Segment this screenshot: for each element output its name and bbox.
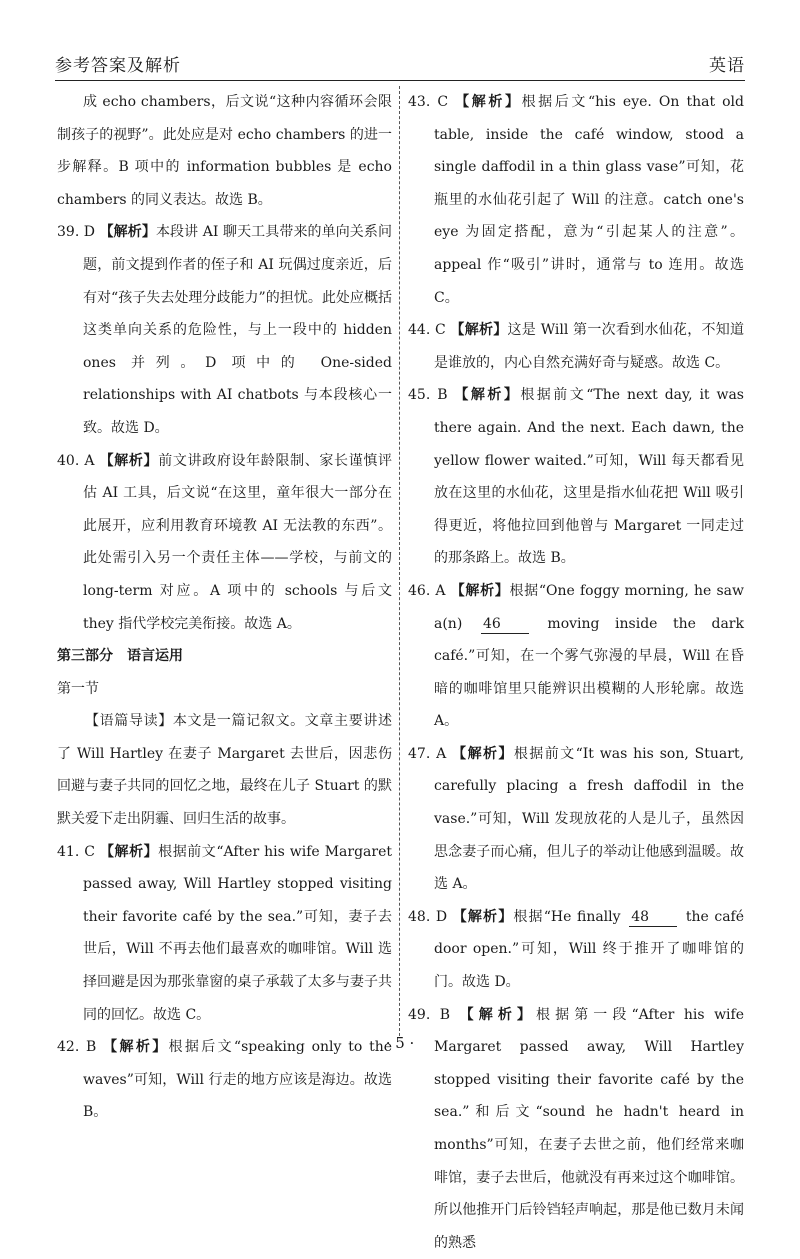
- answer-44: [408, 314, 744, 379]
- answer-48: [408, 901, 744, 999]
- answer-number: 44. C: [408, 322, 446, 339]
- answer-number: 46. A: [408, 582, 446, 599]
- answer-number: 42. B: [57, 1039, 97, 1056]
- answer-text: 根据第一段“After his wife Margaret passed away, Will Hartley stopped visiting their favorite café by the sea.”和后文“sound he hadn't heard in months”可知，在妻子去世之前，他们经常来咖啡馆，妻子去世后，他就没有再来过这个咖啡馆。所以他推开门后铃铛轻声响起，那是他已数月未闻的熟悉: [434, 1006, 744, 1251]
- analysis-tag: 【解析】: [99, 843, 159, 860]
- answer-number: 41. C: [57, 843, 95, 860]
- right-column: [408, 86, 744, 1259]
- analysis-tag: 【解析】: [459, 1006, 537, 1023]
- analysis-tag: 【解析】: [454, 387, 521, 404]
- analysis-tag: 【解析】: [450, 582, 510, 599]
- analysis-tag: 【解析】: [455, 94, 522, 110]
- answer-41: [57, 836, 392, 1032]
- answer-number: 40. A: [57, 452, 95, 469]
- answer-text: 本段讲 AI 聊天工具带来的单向关系问题，前文提到作者的侄子和 AI 玩偶过度亲近，后有对“孩子失去处理分歧能力”的担忧。此处应概括这类单向关系的危险性，与上一段中的 hidden ones 并列。D 项中的 One-sided relationships with AI chatbots 与本段核心一致。故选 D。: [83, 224, 392, 436]
- header-rule: [55, 80, 745, 81]
- page-header: [55, 48, 745, 76]
- passage-intro: 【语篇导读】本文是一篇记叙文。文章主要讲述了 Will Hartley 在妻子 Margaret 去世后，因悲伤回避与妻子共同的回忆之地，最终在儿子 Stuart 的默默关爱下走出阴霾、回归生活的故事。: [57, 713, 392, 828]
- answer-39: [57, 216, 392, 444]
- answer-45: [408, 379, 744, 575]
- left-column: [57, 86, 392, 1129]
- answer-number: 43. C: [408, 94, 449, 110]
- answer-text: 根据后文“his eye. On that old table, inside the café window, stood a single daffodil in a thin glass vase”可知，花瓶里的水仙花引起了 Will 的注意。catch one's eye 为固定搭配，意为“引起某人的注意”。appeal 作“吸引”讲时，通常与 to 连用。故选 C。: [434, 94, 744, 306]
- answer-number: 47. A: [408, 745, 447, 762]
- answer-text: 这是 Will 第一次看到水仙花，不知道是谁放的，内心自然充满好奇与疑惑。故选 C。: [434, 322, 744, 371]
- answer-text: 根据前文“It was his son, Stuart, carefully placing a fresh daffodil in the vase.”可知，Will 发现放花的人是儿子，虽然因思念妻子而心痛，但儿子的举动让他感到温暖。故选 A。: [434, 745, 745, 893]
- answer-text-post: moving inside the dark café.”可知，在一个雾气弥漫的早晨，Will 在昏暗的咖啡馆里只能辨识出模糊的人形轮廓。故选 A。: [434, 615, 744, 730]
- answer-47: [408, 738, 744, 901]
- analysis-tag: 【解析】: [450, 322, 508, 339]
- analysis-tag: 【解析】: [99, 224, 156, 241]
- answer-number: 39. D: [57, 224, 96, 241]
- blank-46: 46: [481, 615, 529, 634]
- answer-text-pre: 根据“He finally: [513, 908, 621, 925]
- answer-40: [57, 445, 392, 641]
- subsection-title: 第一节: [57, 680, 99, 697]
- answer-text: 根据前文“The next day, it was there again. And the next. Each dawn, the yellow flower waited.”可知，Will 每天都看见放在这里的水仙花，这里是指水仙花把 Will 吸引得更近，将他拉回到他曾与 Margaret 一同走过的那条路上。故选 B。: [434, 387, 744, 567]
- answer-38-continuation: 成 echo chambers，后文说“这种内容循环会限制孩子的视野”。此处应是对 echo chambers 的进一步解释。B 项中的 information bubbles 是 echo chambers 的同义表达。故选 B。: [57, 94, 392, 208]
- page-number: · 5 ·: [385, 1034, 415, 1052]
- answer-43: [408, 86, 744, 314]
- header-left-title: 参考答案及解析: [55, 56, 181, 76]
- blank-48: 48: [629, 908, 677, 927]
- analysis-tag: 【解析】: [103, 1039, 169, 1056]
- answer-text: 前文讲政府设年龄限制、家长谨慎评估 AI 工具，后文说“在这里，童年很大一部分在此展开，应利用教育环境教 AI 无法教的东西”。此处需引入另一个责任主体——学校，与前文的 long-term 对应。A 项中的 schools 与后文 they 指代学校完美衔接。故选 A。: [83, 452, 393, 632]
- answer-number: 45. B: [408, 387, 448, 404]
- answer-number: 49. B: [408, 1006, 451, 1023]
- answer-text: 根据前文“After his wife Margaret passed away, Will Hartley stopped visiting their favorite café by the sea.”可知，妻子去世后，Will 不再去他们最喜欢的咖啡馆。Will 选择回避是因为那张靠窗的桌子承载了太多与妻子共同的回忆。故选 C。: [83, 843, 393, 1023]
- header-subject: 英语: [709, 56, 745, 76]
- answer-text-post: the café door open.”可知，Will 终于推开了咖啡馆的门。故选 D。: [434, 908, 745, 991]
- answer-46: [408, 575, 744, 738]
- analysis-tag: 【解析】: [452, 745, 514, 762]
- answer-text: 根据后文“speaking only to the waves”可知，Will 行走的地方应该是海边。故选 B。: [83, 1039, 393, 1121]
- analysis-tag: 【解析】: [99, 452, 159, 469]
- section-title: 第三部分 语言运用: [57, 648, 183, 665]
- answer-text-pre: 根据“One foggy morning, he saw a(n): [434, 582, 744, 632]
- analysis-tag: 【解析】: [452, 908, 514, 925]
- column-divider: [399, 86, 400, 1036]
- answer-number: 48. D: [408, 908, 448, 925]
